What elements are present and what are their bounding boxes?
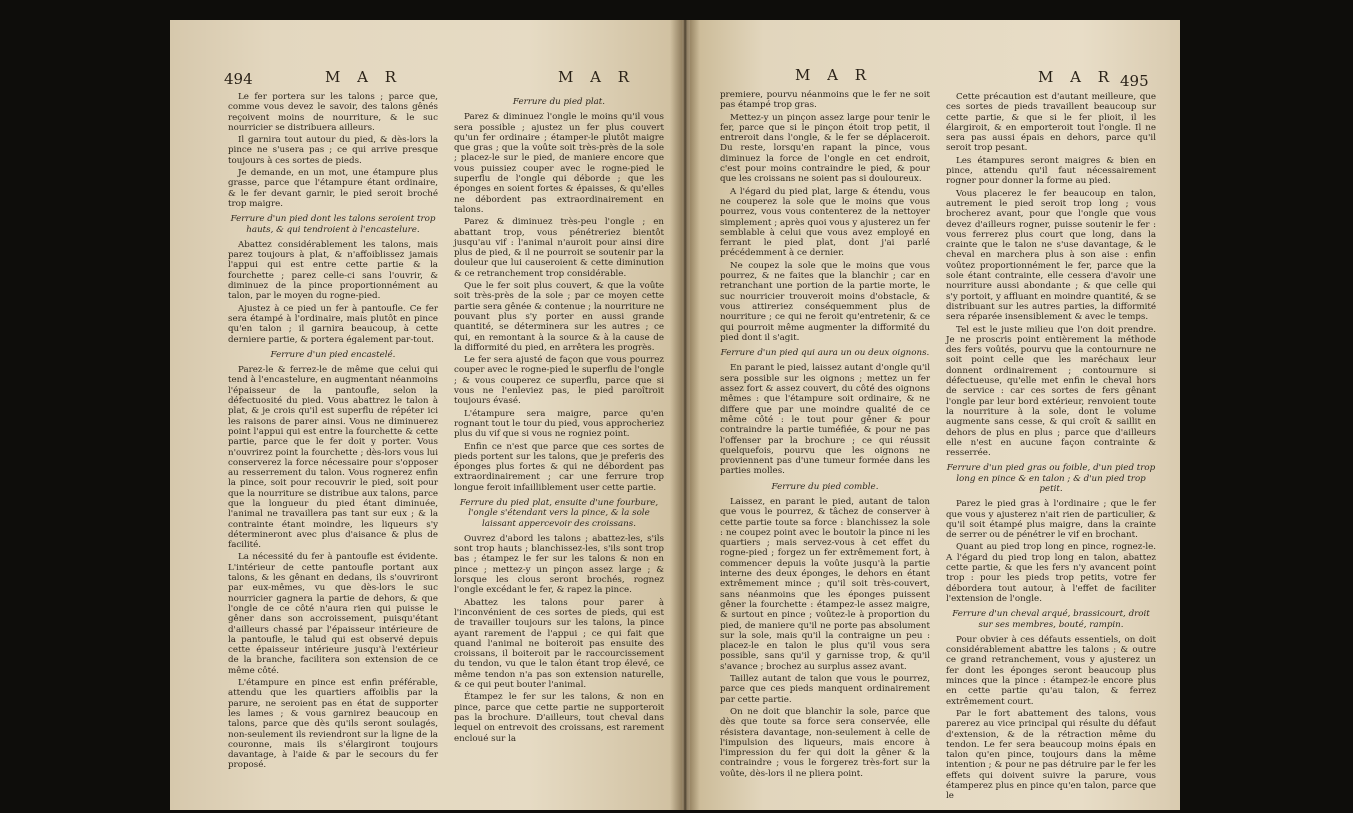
left-page: [170, 20, 682, 810]
paragraph: Je demande, en un mot, une étampure plus grasse, parce que l'étampure étant ordinaire, & le fer devant garnir, le pied seroit broché trop maigre.: [228, 168, 438, 209]
section-heading: Ferrure d'un cheval arqué, brassicourt, droit sur ses membres, bouté, rampin.: [952, 609, 1150, 630]
paragraph: On ne doit que blanchir la sole, parce que dès que toute sa force sera conservée, elle résistera davantage, non-seulement à celle de l'impulsion des liqueurs, mais encore à l'impression du fer qui doit la gêner & la contraindre ; vous le forgerez très-fort sur la voûte, dès-lors il ne pliera point.: [720, 706, 930, 779]
paragraph: En parant le pied, laissez autant d'ongle qu'il sera possible sur les oignons ; mettez un fer assez fort & assez couvert, du côté des oignons mêmes : que l'étampure soit ordinaire, & ne differe que par une moindre qualité de ce même côté : le tout pour gêner & pour contraindre la partie tuméfiée, & pour ne pas l'offenser par la brochure ; ce qui réussit quelquefois, pourvu que les oignons ne proviennent pas d'une tumeur formée dans les parties molles.: [720, 363, 930, 477]
left-page-column-1: [228, 92, 438, 802]
right-page-column-1: [720, 90, 930, 800]
paragraph: Pour obvier à ces défauts essentiels, on doit considérablement abattre les talons ; & outre ce grand retranchement, vous y ajusterez un fer dont les éponges seront beaucoup plus minces que la pince : étampez-le encore plus en cette partie qu'au talon, & ferrez extrêmement court.: [946, 634, 1156, 707]
paragraph: Parez le pied gras à l'ordinaire ; que le fer que vous y ajusterez n'ait rien de particulier, & qu'il soit étampé plus maigre, dans la crainte de serrer ou de pénétrer le vif en brochant.: [946, 499, 1156, 541]
section-heading: Ferrure d'un pied dont les talons seroient trop hauts, & qui tendroient à l'encastelure.: [230, 214, 436, 235]
paragraph: Ajustez à ce pied un fer à pantoufle. Ce fer sera étampé à l'ordinaire, mais plutôt en pince qu'en talon ; il garnira beaucoup, à cette derniere partie, & portera également par-tout.: [228, 303, 438, 345]
paragraph: Abattez considérablement les talons, mais parez toujours à plat, & n'affoiblissez jamais l'appui qui est entre cette partie & la fourchette ; parez celle-ci sans l'ouvrir, & diminuez de la pince proportionnément au talon, par le moyen du rogne-pied.: [228, 239, 438, 302]
paragraph: Il garnira tout autour du pied, & dès-lors la pince ne s'usera pas ; ce qui arrive presque toujours à ces sortes de pieds.: [228, 135, 438, 166]
paragraph: Mettez-y un pinçon assez large pour tenir le fer, parce que si le pinçon étoit trop petit, il entreroit dans l'ongle, & le fer se déplaceroit. Du reste, lorsqu'en rapant la pince, vous diminuez la force de l'ongle en cet endroit, c'est pour moins contraindre le pied, & pour que les croissans ne soient pas si douloureux.: [720, 112, 930, 185]
paragraph: Les étampures seront maigres & bien en pince, attendu qu'il faut nécessairement rogner pour donner la forme au pied.: [946, 155, 1156, 187]
right-page-column-2: [946, 92, 1156, 802]
paragraph: Le fer portera sur les talons ; parce que, comme vous devez le savoir, des talons gênés reçoivent moins de nourriture, & le suc nourricier se distribuera ailleurs.: [228, 92, 438, 133]
paragraph: Parez & diminuez l'ongle le moins qu'il vous sera possible ; ajustez un fer plus couvert qu'un fer ordinaire ; étamper-le plutôt maigre que gras ; que la voûte soit très-près de la sole ; placez-le sur le pied, de maniere encore que vous puissiez couper avec le rogne-pied le superflu de l'ongle qui déborde ; que les éponges en soient fortes & épaisses, & qu'elles ne débordent pas extraordinairement en talons.: [454, 112, 664, 215]
section-heading: Ferrure d'un pied qui aura un ou deux oignons.: [720, 348, 930, 359]
section-heading: Ferrure du pied plat.: [512, 97, 606, 107]
section-heading: Ferrure d'un pied encastelé.: [270, 349, 396, 360]
paragraph: Vous placerez le fer beaucoup en talon, autrement le pied seroit trop long ; vous brocherez avant, pour que l'ongle que vous devez d'ailleurs rogner, puisse soutenir le fer : vous ferrerez plus court que long, dans la crainte que le talon ne s'use davantage, & le cheval en marchera plus à son aise : enfin voûtez proportionnément le fer, parce que la sole étant contrainte, elle cessera d'avoir une nourriture aussi abondante ; & que celle qui s'y portoit, y affluant en moindre quantité, & se distribuant sur les autres parties, la difformité sera réparée insensiblement & avec le temps.: [946, 188, 1156, 323]
paragraph: L'étampure sera maigre, parce qu'en rognant tout le tour du pied, vous approcheriez plus du vif que si vous ne rogniez point.: [454, 408, 664, 440]
paragraph: Ouvrez d'abord les talons ; abattez-les, s'ils sont trop hauts ; blanchissez-les, s'ils sont trop bas ; étampez le fer sur les talons & non en pince ; mettez-y un pinçon assez large ; & lorsque les clous seront brochés, rognez l'ongle excédant le fer, & rapez la pince.: [454, 533, 664, 596]
paragraph: Parez & diminuez très-peu l'ongle ; en abattant trop, vous pénétreriez bientôt jusqu'au vif : l'animal n'auroit pour ainsi dire plus de pied, & il ne pourroit se soutenir par la douleur que lui causeroient & cette diminution & ce retranchement trop considérable.: [454, 217, 664, 279]
left-page-column-2: [454, 92, 664, 802]
paragraph: La nécessité du fer à pantoufle est évidente. L'intérieur de cette pantoufle portant aux talons, & les gênant en dedans, ils s'ouvriront par eux-mêmes, vu que dès-lors le suc nourricier gagnera la partie de dehors, & que l'ongle de ce côté n'aura rien qui puisse le gêner dans son accroissement, puisqu'étant d'ailleurs chassé par l'épaisseur intérieure de la pantoufle, le talud qui est observé depuis cette épaisseur intérieure jusqu'à l'extérieur de la branche, facilitera son extension de ce même côté.: [228, 552, 438, 676]
paragraph: Que le fer soit plus couvert, & que la voûte soit très-près de la sole ; par ce moyen cette partie sera gênée & contenue ; la nourriture ne pouvant plus s'y porter en aussi grande quantité, se déterminera sur les autres ; ce qui, en remontant à la source & à la cause de la difformité du pied, en arrêtera les progrès.: [454, 281, 664, 353]
running-head-right-col1: M A R: [795, 66, 873, 84]
paragraph: Tel est le juste milieu que l'on doit prendre. Je ne proscris point entièrement la méthode des fers voûtés, pourvu que la contournure ne soit point celle que les maréchaux leur donnent ordinairement ; contournure si défectueuse, qu'elle met enfin le cheval hors de service : car ces sortes de fers gênant l'ongle par leur bord extérieur, renvoient toute la nourriture à la sole, dont le volume augmente sans cesse, & qui croît & saillit en dehors de plus en plus ; parce que d'ailleurs elle n'est en aucune façon contrainte & resserrée.: [946, 324, 1156, 459]
running-head-left-col2: M A R: [558, 68, 636, 86]
paragraph: Laissez, en parant le pied, autant de talon que vous le pourrez, & tâchez de conserver à cette partie toute sa force : blanchissez la sole : ne coupez point avec le boutoir la pince ni les quartiers ; mais servez-vous à cet effet du rogne-pied ; forgez un fer extrêmement fort, à commencer depuis la voûte jusqu'à la partie interne des deux éponges, le dehors en étant extrêmement mince ; qu'il soit très-couvert, sans néanmoins que les éponges puissent gêner la fourchette : étampez-le assez maigre, & surtout en pince ; voûtez-le à proportion du pied, de maniere qu'il ne porte pas absolument sur la sole, mais qu'il la contraigne un peu : placez-le en talon le plus qu'il vous sera possible, sans qu'il y garnisse trop, & qu'il s'avance ; brochez au surplus assez avant.: [720, 496, 930, 672]
paragraph: Le fer sera ajusté de façon que vous pourrez couper avec le rogne-pied le superflu de l'ongle ; & vous couperez ce superflu, parce que si vous ne l'enleviez pas, le pied paroîtroit toujours évasé.: [454, 355, 664, 407]
section-heading: Ferrure du pied plat, ensuite d'une fourbure, l'ongle s'étendant vers la pince, & la sole laissant appercevoir des croissans.: [459, 497, 659, 529]
right-page: [690, 20, 1180, 810]
section-heading: Ferrure d'un pied gras ou foible, d'un pied trop long en pince & en talon ; & d'un pied trop petit.: [946, 463, 1156, 494]
paragraph: Enfin ce n'est que parce que ces sortes de pieds portent sur les talons, que je preferis des éponges plus fortes & qui ne débordent pas extraordinairement ; car une ferrure trop longue feroit infailliblement user cette partie.: [454, 441, 664, 493]
paragraph: premiere, pourvu néanmoins que le fer ne soit pas étampé trop gras.: [720, 90, 930, 111]
paragraph: L'étampure en pince est enfin préférable, attendu que les quartiers affoiblis par la parure, ne seroient pas en état de supporter les lames ; & vous garnirez beaucoup en talons, parce que dès qu'ils seront soulagés, non-seulement ils reviendront sur la ligne de la couronne, mais ils s'élargiront toujours davantage, à l'aide & par le secours du fer proposé.: [228, 678, 438, 771]
paragraph: Cette précaution est d'autant meilleure, que ces sortes de pieds travaillent beaucoup sur cette partie, & que si le fer plioit, il les élargiroit, & en emporteroit tout l'ongle. Il ne sera pas aussi épais en dehors, parce qu'il seroit trop pesant.: [946, 92, 1156, 154]
paragraph: Taillez autant de talon que vous le pourrez, parce que ces pieds manquent ordinairement par cette partie.: [720, 674, 930, 705]
paragraph: Parez-le & ferrez-le de même que celui qui tend à l'encastelure, en augmentant néanmoins l'épaisseur de la pantoufle, selon la défectuosité du pied. Vous abattrez le talon à plat, & je crois qu'il est superflu de répéter ici les raisons de parer ainsi. Vous ne diminuerez point l'appui qui est entre la fourchette & cette partie, parce que le fer doit y porter. Vous n'ouvrirez point la fourchette ; dès-lors vous lui conserverez la force nécessaire pour s'opposer au resserrement du talon. Vous rognerez enfin la pince, soit pour recouvrir le pied, soit pour que la nourriture se distribue aux talons, parce que la longueur du pied étant diminuée, l'animal ne travaillera pas tant sur eux ; & la contrainte étant moindre, les liqueurs s'y détermineront avec plus d'aisance & plus de facilité.: [228, 365, 438, 551]
paragraph: Abattez les talons pour parer à l'inconvénient de ces sortes de pieds, qui est de travailler toujours sur les talons, la pince ayant rarement de l'appui ; ce qui fait que quand l'animal ne boiteroit pas ensuite des croissans, il boiteroit par le raccourcissement du tendon, vu que le talon étant trop élevé, ce même tendon n'a pas son extension naturelle, & ce qui peut bouter l'animal.: [454, 597, 664, 691]
page-number-right: 495: [1120, 72, 1149, 90]
paragraph: A l'égard du pied plat, large & étendu, vous ne couperez la sole que le moins que vous pourrez, vous vous contenterez de la nettoyer simplement ; après quoi vous y ajusterez un fer semblable à celui que vous avez employé en ferrant le pied plat, dont j'ai parlé précédemment à ce dernier.: [720, 186, 930, 259]
book-gutter: [670, 20, 700, 810]
paragraph: Par le fort abattement des talons, vous parerez au vice principal qui résulte du défaut d'extension, & de la rétraction même du tendon. Le fer sera beaucoup moins épais en talon qu'en pince, toujours dans la même intention ; & pour ne pas détruire par le fer les effets qui doivent suivre la parure, vous étamperez plus en pince qu'en talon, parce que le: [946, 708, 1156, 802]
running-head-left-col1: M A R: [325, 68, 403, 86]
paragraph: Quant au pied trop long en pince, rognez-le. A l'égard du pied trop long en talon, abattez cette partie, & que les fers n'y avancent point trop : pour les pieds trop petits, votre fer débordera tout autour, à l'effet de faciliter l'extension de l'ongle.: [946, 542, 1156, 604]
paragraph: Étampez le fer sur les talons, & non en pince, parce que cette partie ne supporteroit pas la brochure. D'ailleurs, tout cheval dans lequel on entrevoit des croissans, est rarement encloué sur la: [454, 692, 664, 744]
running-head-right-col2: M A R: [1038, 68, 1116, 86]
section-heading: Ferrure du pied comble.: [771, 481, 879, 492]
page-number-left: 494: [224, 70, 253, 88]
paragraph: Ne coupez la sole que le moins que vous pourrez, & ne faites que la blanchir ; car en retranchant une portion de la partie morte, le suc nourricier trouveroit moins d'obstacle, & vous attireriez conséquemment plus de nourriture ; ce qui ne feroit qu'entretenir, & ce qui pourroit même augmenter la difformité du pied dont il s'agit.: [720, 260, 930, 343]
open-book: [170, 20, 1180, 810]
